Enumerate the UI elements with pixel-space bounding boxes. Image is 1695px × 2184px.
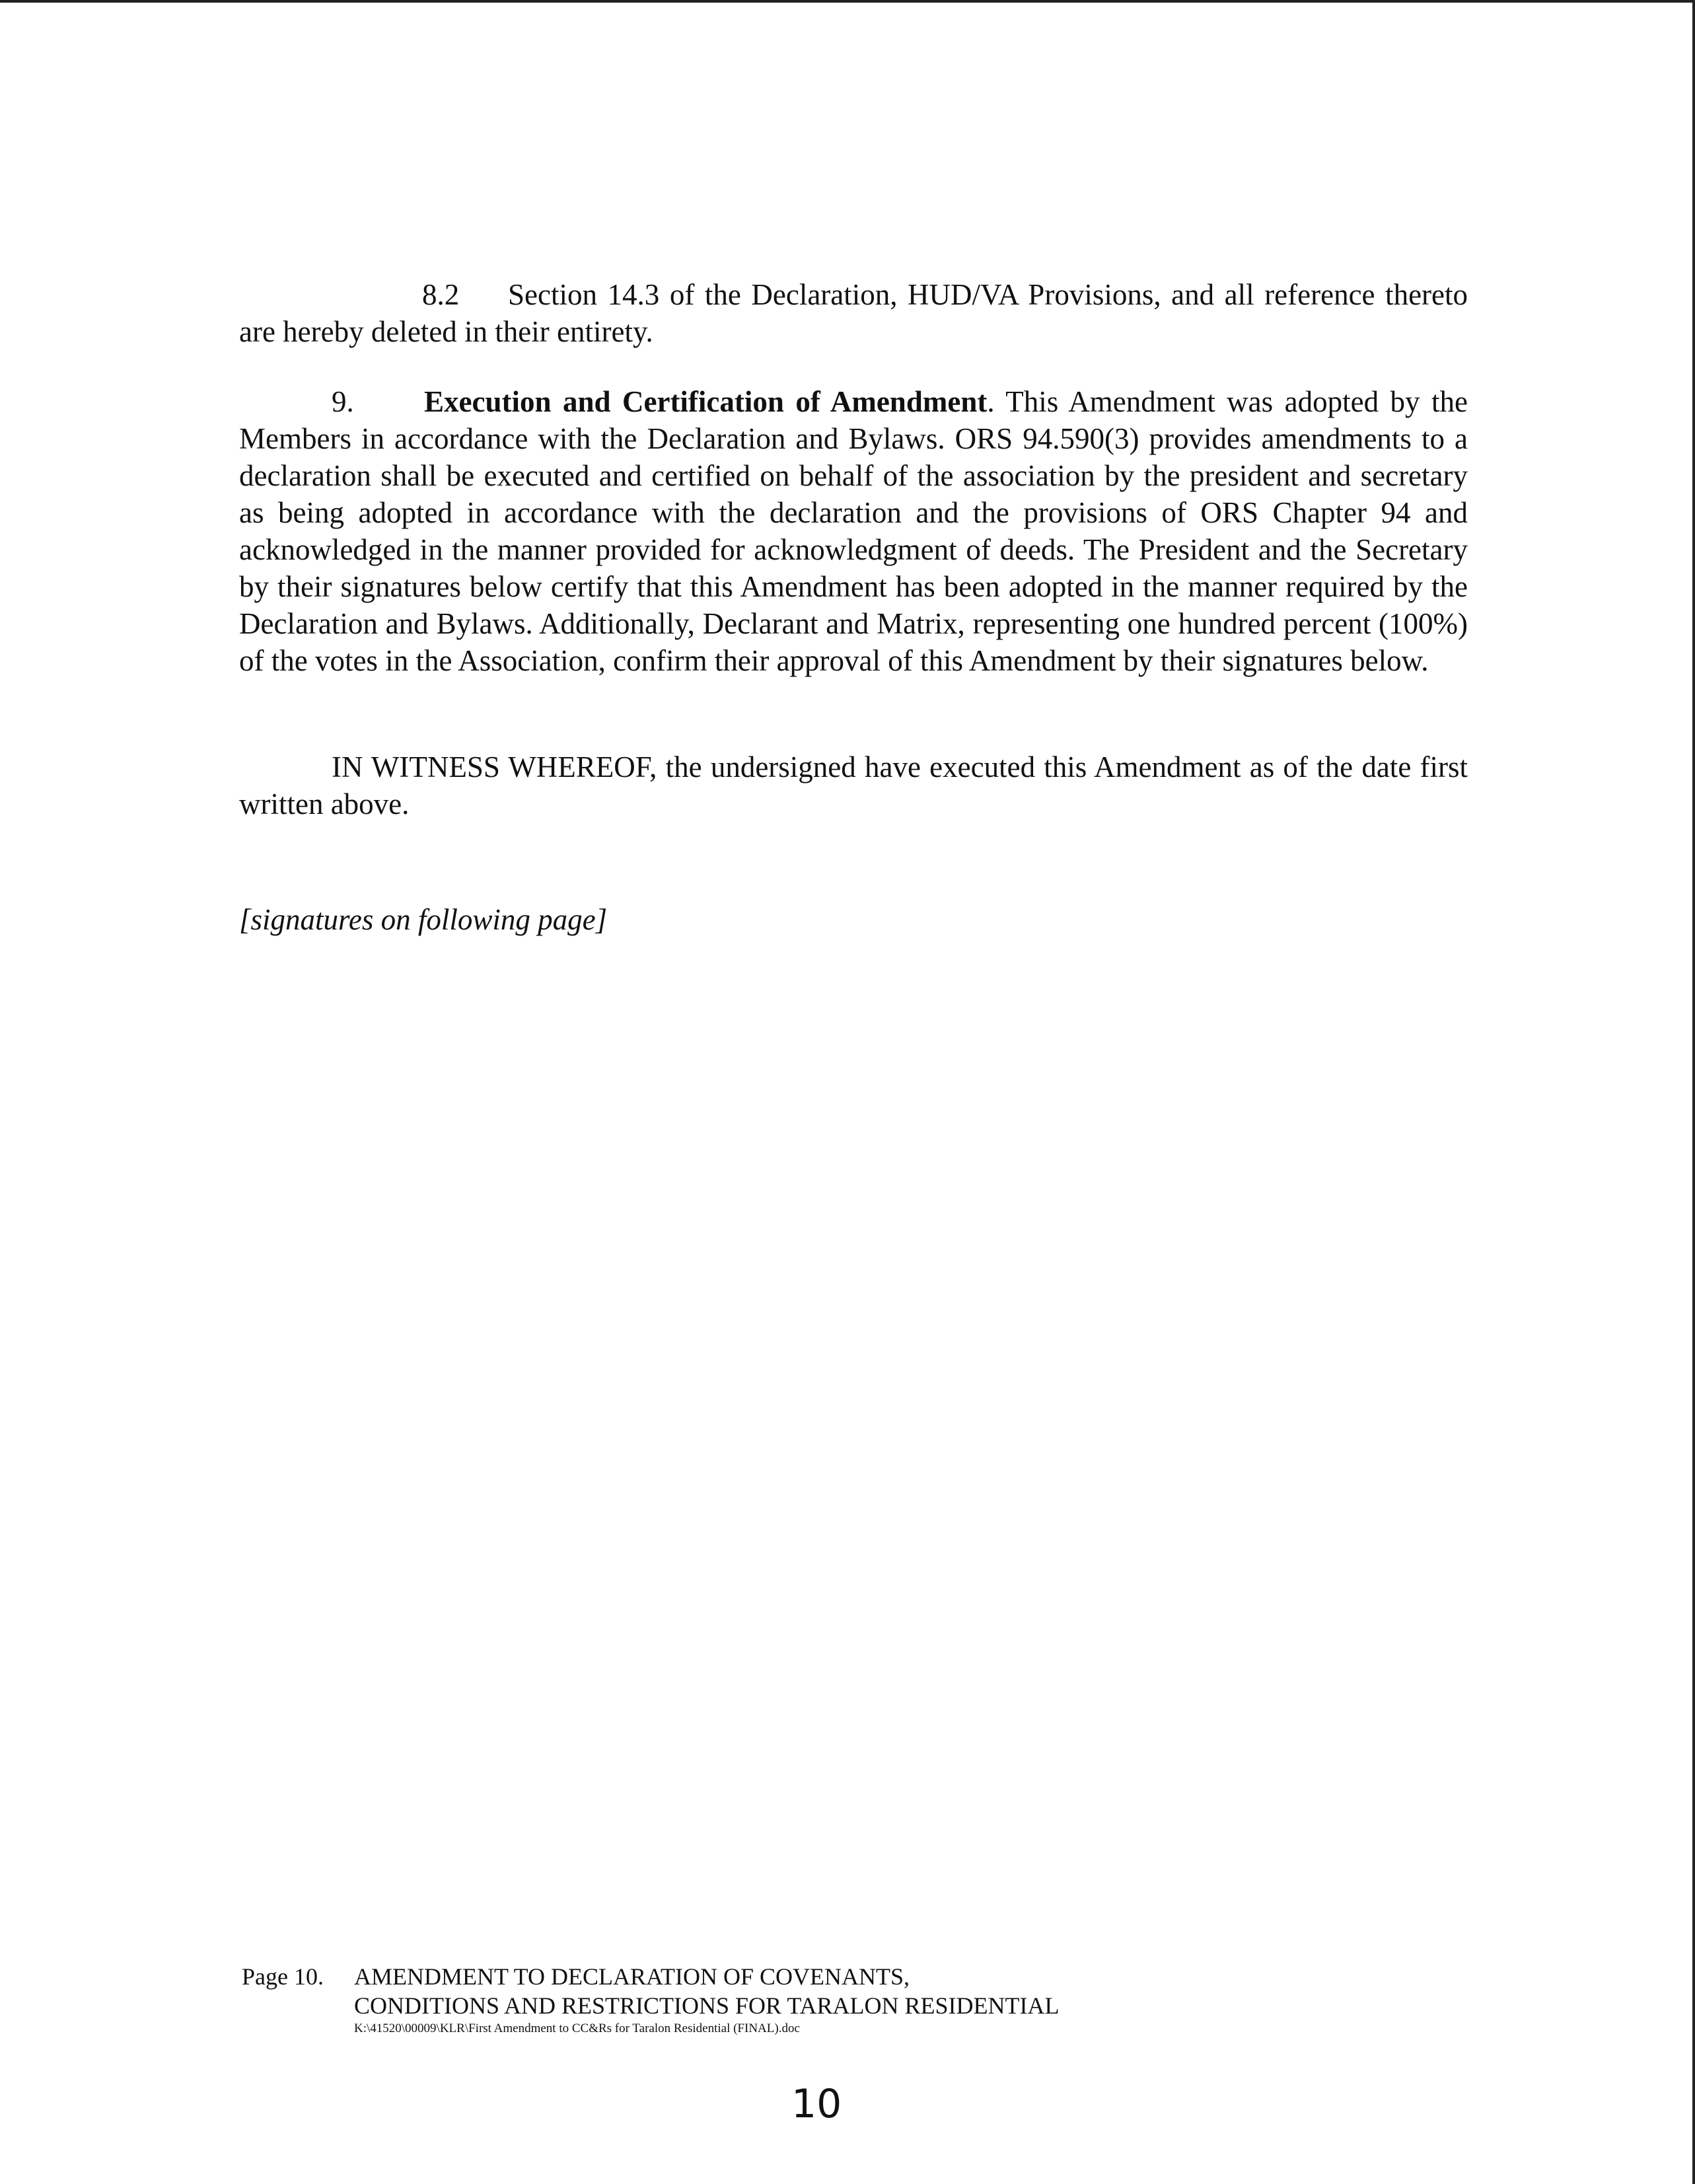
paragraph-9-text: . This Amendment was adopted by the Members in accordance with the Declaration and Bylaws. ORS 94.590(3) provides amendments to a declaration shall be executed and certified on behalf of the association by the president and secretary as being adopted in accordance with the declaration and the provisions of ORS Chapter 94 and acknowledged in the manner provided for acknowledgment of deeds. The President and the Secretary by their signatures below certify that this Amendment has been adopted in the manner required by the Declaration and Bylaws. Additionally, Declarant and Matrix, representing one hundred percent (100%) of the votes in the Association, confirm their approval of this Amendment by their signatures below.: [239, 385, 1468, 677]
paragraph-8-2-text: Section 14.3 of the Declaration, HUD/VA Provisions, and all reference thereto are hereby deleted in their entirety.: [239, 278, 1468, 348]
footer-title-line2: CONDITIONS AND RESTRICTIONS FOR TARALON RESIDENTIAL: [354, 1992, 1060, 2019]
paragraph-9: [239, 383, 1468, 679]
page-footer: [242, 1962, 1059, 2037]
paragraph-9-heading: Execution and Certification of Amendment: [424, 385, 988, 418]
footer-title-line1: AMENDMENT TO DECLARATION OF COVENANTS,: [354, 1963, 910, 1990]
paragraph-8-2: [239, 276, 1468, 350]
scan-edge-top: [0, 0, 1695, 3]
paragraph-9-number: 9.: [332, 385, 354, 418]
footer-file-path: K:\41520\00009\KLR\First Amendment to CC&Rs for Taralon Residential (FINAL).doc: [354, 2021, 800, 2035]
scan-edge-right: [1692, 0, 1695, 2184]
paragraph-8-2-number: 8.2: [422, 278, 460, 311]
handwritten-page-number: 10: [791, 2081, 842, 2127]
footer-page-label: Page 10.: [242, 1963, 324, 1990]
witness-text: IN WITNESS WHEREOF, the undersigned have executed this Amendment as of the date first written above.: [239, 750, 1468, 820]
witness-paragraph: [239, 748, 1468, 822]
signature-note: [signatures on following page]: [239, 903, 608, 936]
